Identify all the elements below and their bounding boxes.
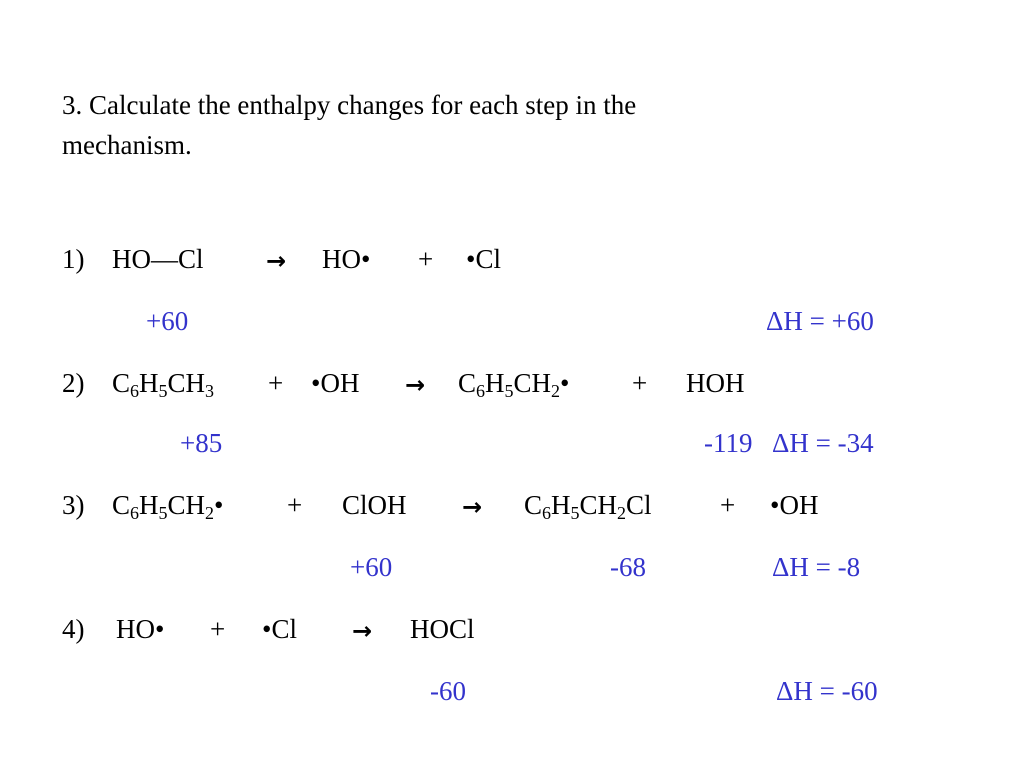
delta-h-value: ΔH = -60 xyxy=(776,676,878,706)
product-benzyl-radical: $C_6H_5CH_2•$ xyxy=(458,368,570,401)
reaction-arrow-icon: → xyxy=(462,493,483,521)
delta-h-value: ΔH = -8 xyxy=(772,552,861,582)
bond-energy-value: +60 xyxy=(146,306,189,336)
product: •Cl xyxy=(466,244,501,274)
reaction-arrow-icon: → xyxy=(352,617,373,645)
step-number: 3) xyxy=(62,490,85,520)
delta-h-value: ΔH = -34 xyxy=(772,428,874,458)
reaction-arrow-icon: → xyxy=(266,247,287,275)
reactant: HO—Cl xyxy=(112,244,204,274)
product: HOCl xyxy=(410,614,475,644)
question-line-2: mechanism. xyxy=(62,130,192,160)
step-number: 4) xyxy=(62,614,85,644)
step-number: 2) xyxy=(62,368,85,398)
reactant-toluene: $C_6H_5CH_3$ xyxy=(112,368,215,401)
bond-energy-value: +60 xyxy=(350,552,393,582)
bond-energy-value: -119 xyxy=(704,428,753,458)
step-number: 1) xyxy=(62,244,85,274)
bond-energy-value: +85 xyxy=(180,428,223,458)
plus-sign: + xyxy=(268,368,284,398)
product-hydroxyl-radical: •OH xyxy=(770,490,819,520)
plus-sign: + xyxy=(210,614,226,644)
plus-sign: + xyxy=(720,490,736,520)
delta-h-value: ΔH = +60 xyxy=(766,306,874,336)
reactant-hypochlorous-acid: ClOH xyxy=(342,490,407,520)
reactant: •Cl xyxy=(262,614,297,644)
product: HO• xyxy=(322,244,371,274)
bond-energy-value: -68 xyxy=(610,552,646,582)
question-line-1: 3. Calculate the enthalpy changes for each step in the xyxy=(62,90,637,120)
reactant-benzyl-radical: $C_6H_5CH_2•$ xyxy=(112,490,224,523)
reaction-arrow-icon: → xyxy=(405,371,426,399)
product-water: HOH xyxy=(686,368,745,398)
plus-sign: + xyxy=(287,490,303,520)
bond-energy-value: -60 xyxy=(430,676,466,706)
plus-sign: + xyxy=(418,244,434,274)
product-benzyl-chloride: $C_6H_5CH_2Cl$ xyxy=(524,490,652,523)
reactant-hydroxyl-radical: •OH xyxy=(311,368,360,398)
reactant: HO• xyxy=(116,614,165,644)
plus-sign: + xyxy=(632,368,648,398)
